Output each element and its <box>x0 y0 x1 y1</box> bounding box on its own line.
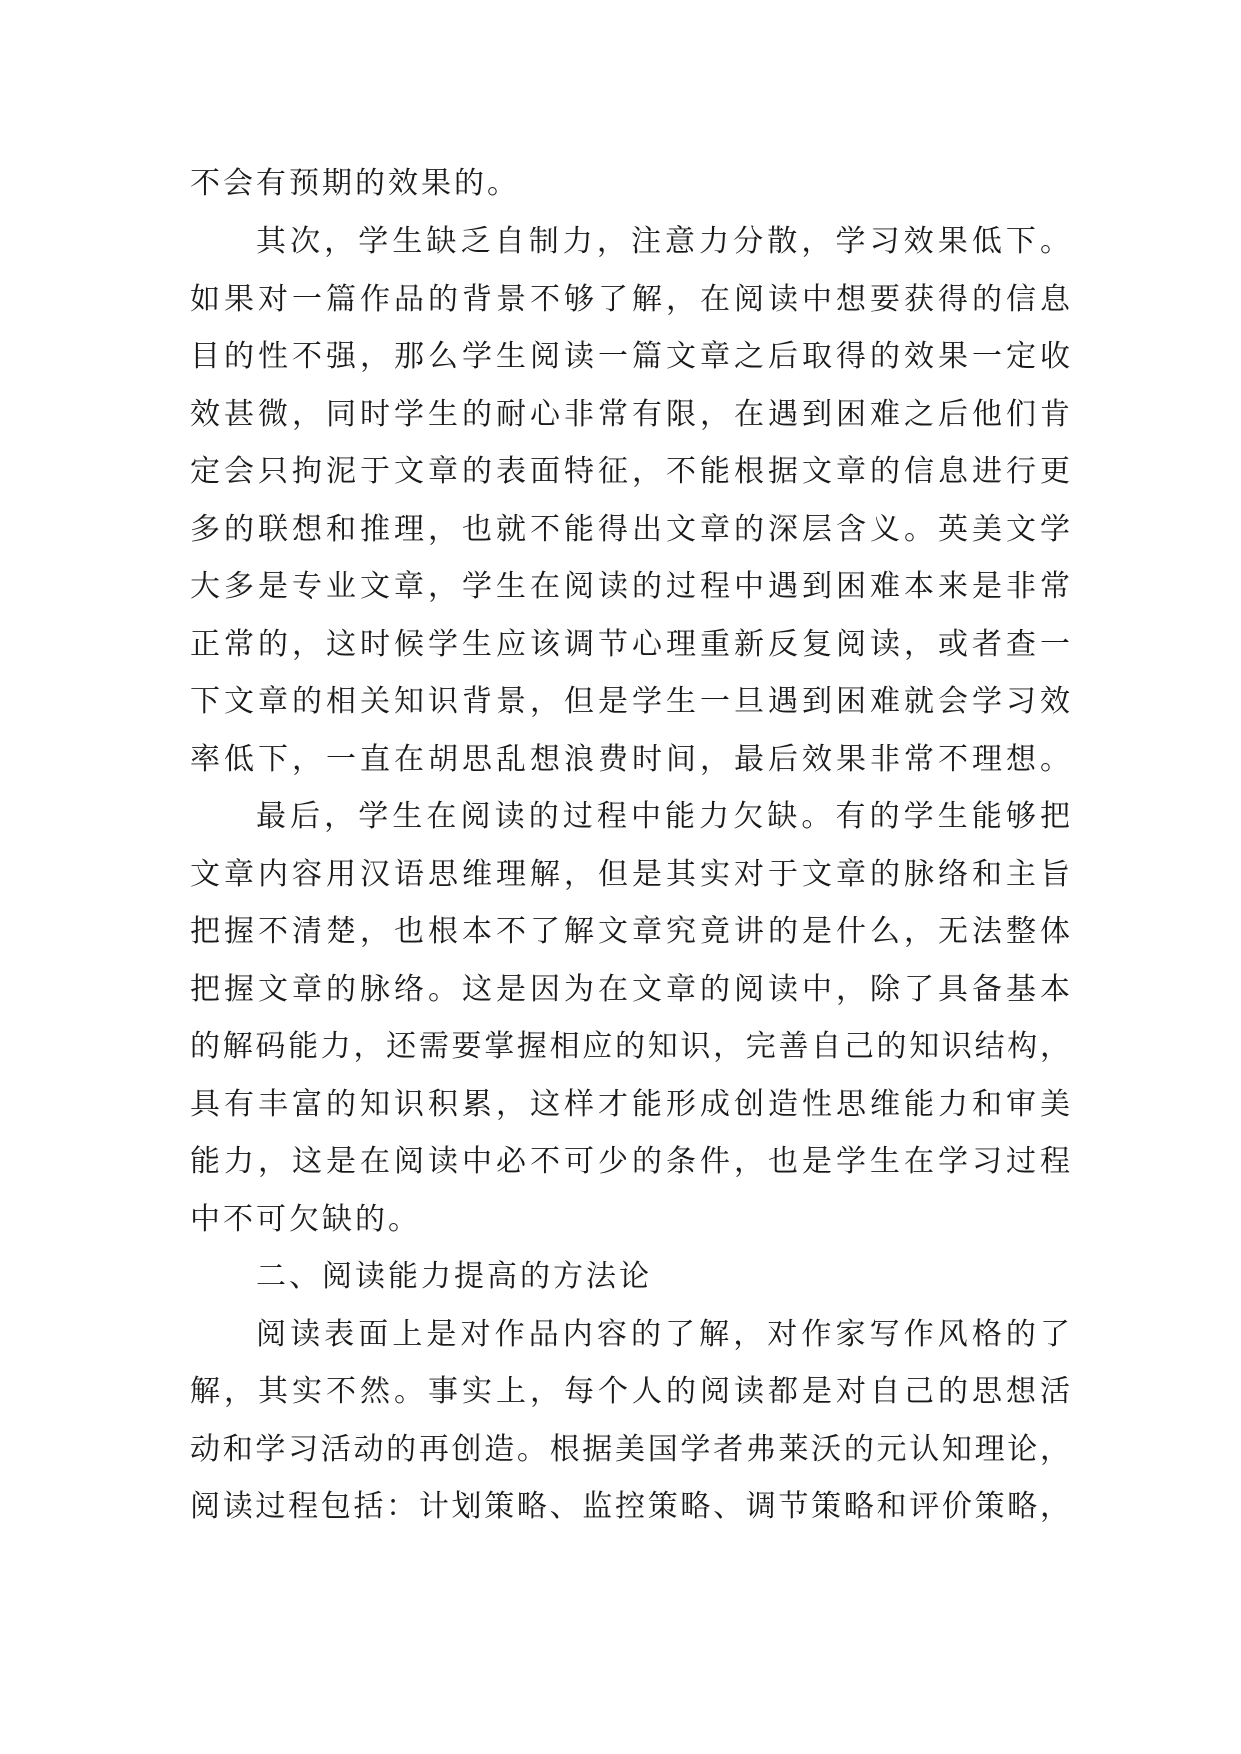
text-line: 如果对一篇作品的背景不够了解，在阅读中想要获得的信息 <box>190 282 1070 317</box>
text-line: 的解码能力，还需要掌握相应的知识，完善自己的知识结构， <box>190 1029 1070 1064</box>
paragraph-first-line: 其次，学生缺乏自制力，注意力分散，学习效果低下。 <box>256 224 1070 259</box>
text-line: 下文章的相关知识背景，但是学生一旦遇到困难就会学习效 <box>190 684 1070 719</box>
text-line: 能力，这是在阅读中必不可少的条件，也是学生在学习过程 <box>190 1144 1070 1179</box>
paragraph-first-line: 最后，学生在阅读的过程中能力欠缺。有的学生能够把 <box>256 799 1070 834</box>
text-line: 多的联想和推理，也就不能得出文章的深层含义。英美文学 <box>190 512 1070 547</box>
text-line: 效甚微，同时学生的耐心非常有限，在遇到困难之后他们肯 <box>190 397 1070 432</box>
text-line: 解，其实不然。事实上，每个人的阅读都是对自己的思想活 <box>190 1374 1070 1409</box>
text-line: 率低下，一直在胡思乱想浪费时间，最后效果非常不理想。 <box>190 742 1070 777</box>
text-line: 动和学习活动的再创造。根据美国学者弗莱沃的元认知理论， <box>190 1432 1070 1467</box>
text-line: 不会有预期的效果的。 <box>190 166 520 201</box>
text-line: 中不可欠缺的。 <box>190 1202 421 1237</box>
text-line: 大多是专业文章，学生在阅读的过程中遇到困难本来是非常 <box>190 569 1070 604</box>
text-line: 目的性不强，那么学生阅读一篇文章之后取得的效果一定收 <box>190 339 1070 374</box>
section-heading: 二、阅读能力提高的方法论 <box>256 1259 652 1294</box>
text-line: 把握文章的脉络。这是因为在文章的阅读中，除了具备基本 <box>190 972 1070 1007</box>
text-line: 具有丰富的知识积累，这样才能形成创造性思维能力和审美 <box>190 1087 1070 1122</box>
paragraph-first-line: 阅读表面上是对作品内容的了解，对作家写作风格的了 <box>256 1317 1070 1352</box>
text-line: 阅读过程包括：计划策略、监控策略、调节策略和评价策略， <box>190 1489 1070 1524</box>
text-line: 定会只拘泥于文章的表面特征，不能根据文章的信息进行更 <box>190 454 1070 489</box>
text-line: 文章内容用汉语思维理解，但是其实对于文章的脉络和主旨 <box>190 857 1070 892</box>
text-line: 正常的，这时候学生应该调节心理重新反复阅读，或者查一 <box>190 627 1070 662</box>
text-line: 把握不清楚，也根本不了解文章究竟讲的是什么，无法整体 <box>190 914 1070 949</box>
